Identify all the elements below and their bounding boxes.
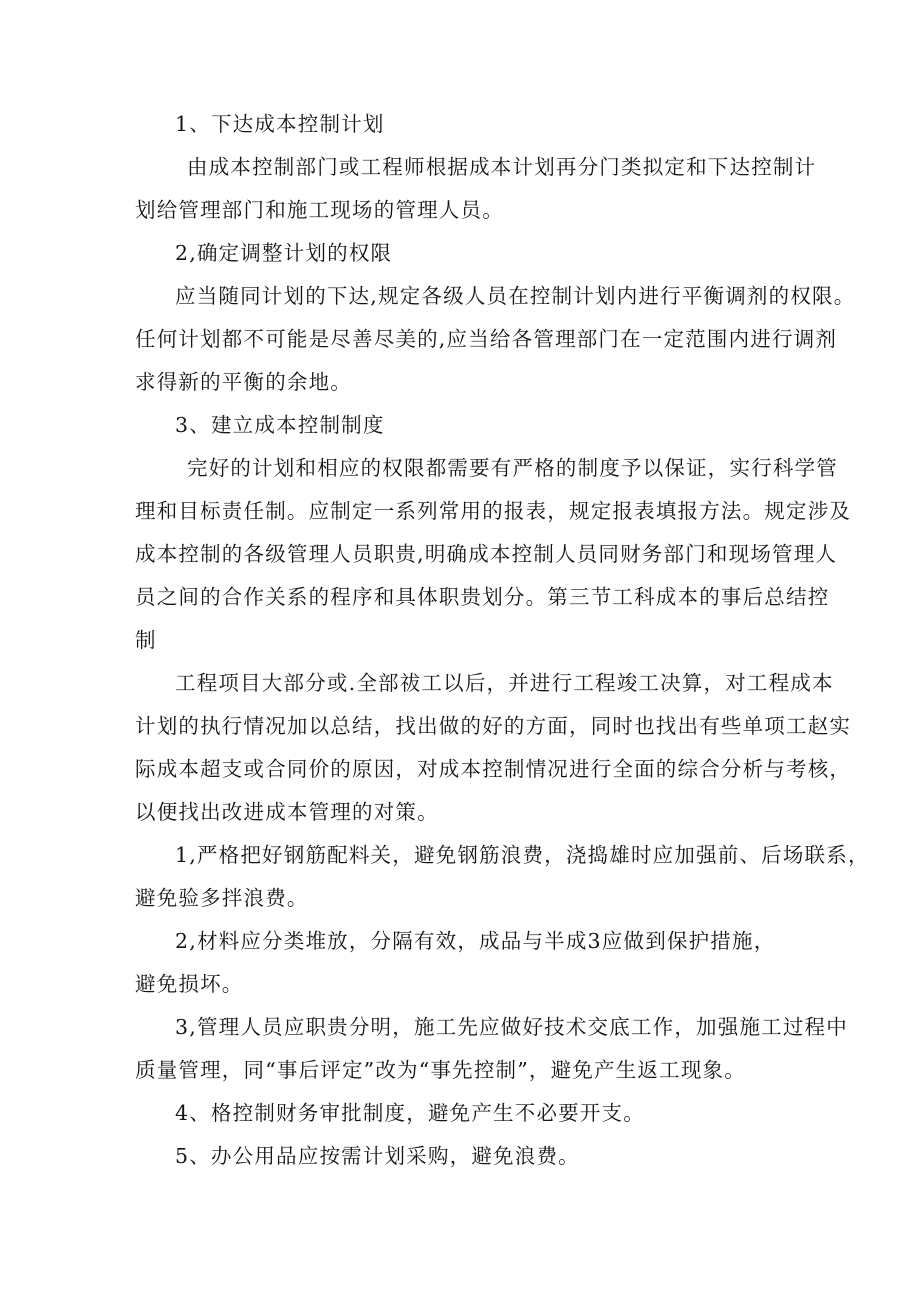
paragraph-line: 员之间的合作关系的程序和具体职贵划分。第三节工科成本的事后总结控 — [135, 585, 830, 609]
paragraph-line: 划给管理部门和施工现场的管理人员。 — [135, 198, 504, 222]
list-item-1: 1,严格把好钢筋配料关，避免钢筋浪费，浇捣雄时应加强前、后场联系， — [175, 843, 870, 867]
list-item-5: 5、办公用品应按需计划采购，避免浪费。 — [175, 1144, 580, 1168]
paragraph-line: 任何计划都不可能是尽善尽美的,应当给各管理部门在一定范围内进行调剂 — [135, 327, 838, 351]
paragraph-line: 完好的计划和相应的权限都需要有严格的制度予以保证，实行科学管 — [187, 456, 838, 480]
heading-3-establish-control-system: 3、建立成本控制制度 — [175, 413, 385, 437]
paragraph-line: 成本控制的各级管理人员职贵,明确成本控制人员同财务部门和现场管理人 — [135, 542, 838, 566]
list-item-1-continued: 避免验多拌浪费。 — [135, 886, 309, 910]
list-item-3: 3,管理人员应职贵分明，施工先应做好技术交底工作，加强施工过程中 — [175, 1015, 848, 1039]
paragraph-line: 应当随同计划的下达,规定各级人员在控制计划内进行平衡调剂的权限。 — [175, 284, 856, 308]
paragraph-line: 工程项目大部分或.全部祓工以后，并进行工程竣工决算，对工程成本 — [175, 671, 834, 695]
paragraph-line: 制 — [135, 628, 157, 652]
paragraph-line: 际成本超支或合同价的原因，对成本控制情况进行全面的综合分析与考核， — [135, 757, 852, 781]
paragraph-line: 由成本控制部门或工程师根据成本计划再分门类拟定和下达控制计 — [187, 155, 817, 179]
paragraph-line: 理和目标责任制。应制定一系列常用的报表，规定报表填报方法。规定涉及 — [135, 499, 852, 523]
heading-1-issue-cost-control-plan: 1、下达成本控制计划 — [175, 112, 385, 136]
list-item-4: 4、格控制财务审批制度，避免产生不必要开支。 — [175, 1101, 645, 1125]
list-item-3-continued: 质量管理，同“事后评定”改为“事先控制”，避免产生返工现象。 — [135, 1058, 746, 1082]
heading-2-adjust-plan-authority: 2,确定调整计划的权限 — [175, 241, 393, 265]
list-item-2-continued: 避免损坏。 — [135, 972, 244, 996]
paragraph-line: 以便找出改进成本管理的对策。 — [135, 800, 439, 824]
list-item-2: 2,材料应分类堆放，分隔有效，成品与半成3应做到保护措施， — [175, 929, 776, 953]
paragraph-line: 计划的执行情况加以总结，找出做的好的方面，同时也找出有些单项工赵实 — [135, 714, 852, 738]
paragraph-line: 求得新的平衡的余地。 — [135, 370, 352, 394]
